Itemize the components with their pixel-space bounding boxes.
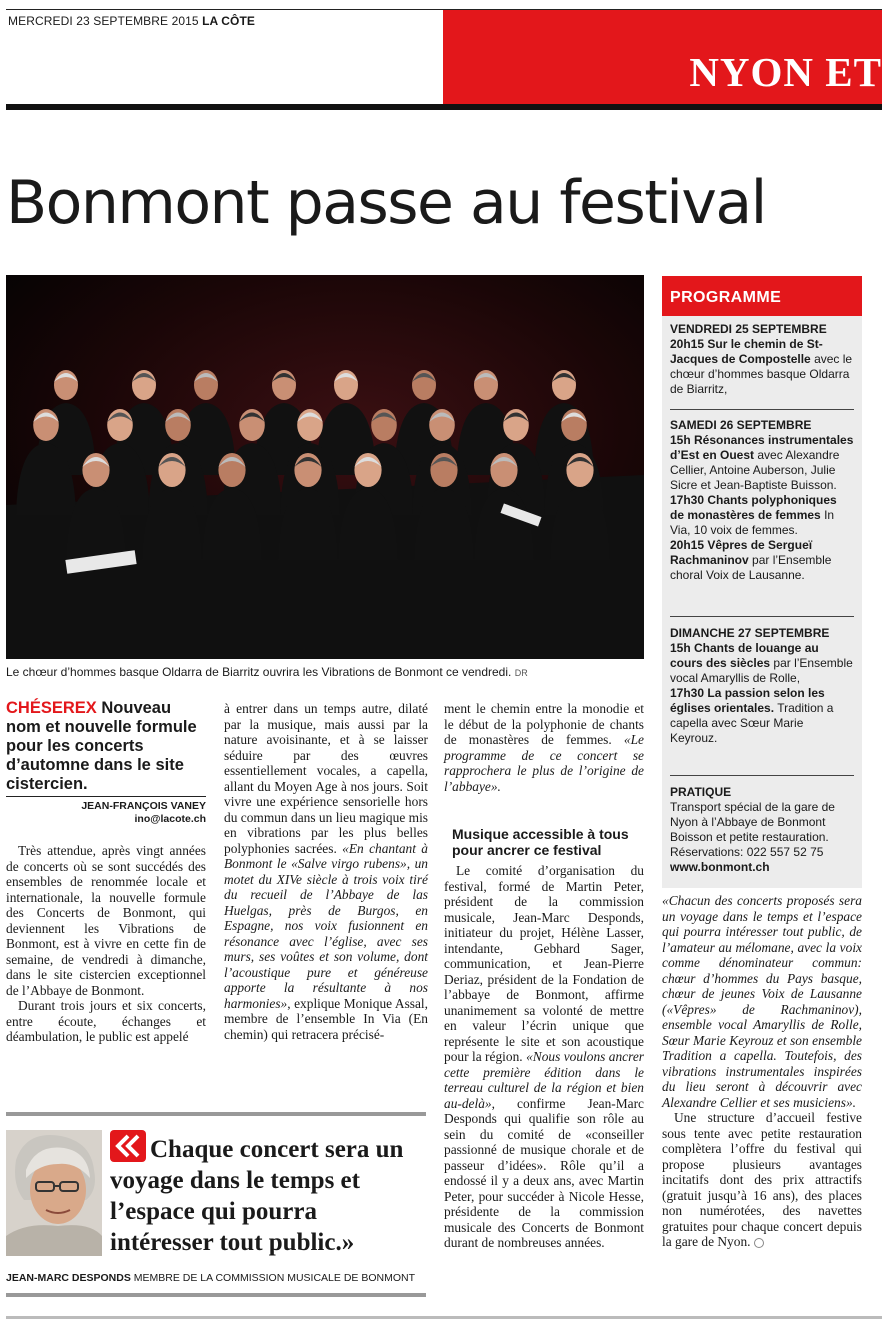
pull-quote-text: Chaque concert sera un voyage dans le temps et l’espace qui pourra intéresser tout public.» [110,1136,404,1256]
issue-date: MERCREDI 23 SEPTEMBRE 2015 [8,14,199,28]
paragraph-text: ment le chemin entre la monodie et le début de la polyphonie de chants de monastères de femmes. [444,701,644,747]
programme-day: SAMEDI 26 SEPTEMBRE [670,418,812,432]
quote-author: JEAN-MARC DESPONDS [6,1272,131,1284]
subheading: Musique accessible à tous pour ancrer ce festival [452,826,629,858]
lead-kicker: CHÉSEREX [6,699,97,717]
programme-event [670,337,854,397]
page-bottom-rule [6,1316,882,1319]
programme-friday [670,322,854,397]
quote-top-rule [6,1112,426,1116]
article-title: Bonmont passe au festival [6,168,766,238]
quote-text: «En chantant à Bonmont le «Salve virgo rubens», un motet du XIVe siècle à trois voix tiré du recueil de l’Abbaye de las Huelgas, près de Burgos, en Espagne, nos voix fusionnent en résonance avec l’église, avec ses murs, ses voûtes et son volume, dont l’acoustique pure et généreuse apporte la résultante à nos harmonies» [224,840,428,1011]
event-details: Tradition a capella avec Sœur Marie Keyrouz. [670,701,834,745]
body-column-3 [444,701,644,794]
programme-divider [670,616,854,617]
quote-bottom-rule [6,1293,426,1297]
programme-event [670,433,854,493]
quote-text: «Chacun des concerts proposés sera un voyage dans le temps et l’espace qui pourra intéresser tout public, de l’amateur au mélomane, avec la voix comme dénominateur commun: chœur d’hommes du Pays basque, chœur de jeunes Voix de Lausanne («Vêpres» de Rachmaninov), ensemble vocal Amaryllis de Rolle, Sœur Marie Keyrouz et son ensemble Tradition a capella. Toutefois, des vibrations instrumentales inspirées du lieu seront à découvrir avec Alexandre Cellier et ses musiciens». [662,893,862,1110]
practical-text: Transport spécial de la gare de Nyon à l’Abbaye de Bonmont Boisson et petite restauration. [670,800,835,844]
reservation-phone: Réservations: 022 557 52 75 [670,845,824,859]
quote-text: «Nous voulons ancrer cette première édition dans le terreau culturel de la région et bien au-delà» [444,1049,644,1111]
header-bottom-rule [6,104,882,110]
programme-practical [670,785,854,875]
practical-title: PRATIQUE [670,785,732,799]
paragraph-text: Le comité d’organisation du festival, formé de Martin Peter, président de la commission musicale, Jean-Marc Desponds, initiateur du projet, Hélène Lasser, intendante, Gebhard Sager, communication, et Jean-Pierre Deriaz, président de la Fondation de l’abbaye de Bonmont, affirme unanimement sa volonté de mettre en valeur l’écrin unique que représente le site et son acoustique pour la région. [444,863,644,1064]
end-mark-icon [754,1238,764,1248]
paragraph [444,701,644,794]
programme-saturday [670,418,854,583]
event-title: 20h15 Vêpres de Sergueï Rachmaninov [670,538,813,567]
paragraph [444,863,644,1251]
programme-event [670,686,854,746]
paragraph-text: à entrer dans un temps autre, dilaté par la musique, mais aussi par la nature avoisinante, et à se laisser séduire par des œuvres essentiellement vocales, a capella, allant du Moyen Age à nos jours. Soit vivre une expérience sensorielle hors du commun dans un lieu magique mis en vibrations par les plus belles polyphonies sacrées. [224,701,428,856]
event-title: 20h15 Sur le chemin de St-Jacques de Compostelle [670,337,823,366]
author-block [6,800,206,826]
event-details: avec le chœur d’hommes basque Oldarra de Biarritz, [670,352,853,396]
event-title: 17h30 Chants polyphoniques de monastères de femmes [670,493,837,522]
caption-text: Le chœur d’hommes basque Oldarra de Biarritz ouvrira les Vibrations de Bonmont ce vendredi. [6,665,512,679]
event-details: par l’Ensemble vocal Amaryllis de Rolle, [670,656,853,685]
programme-title: PROGRAMME [670,289,782,306]
article-lead [6,699,206,794]
author-rule [6,796,206,797]
quote-text: «Le programme de ce concert se rapprochera le plus de l’origine de l’abbaye». [444,732,644,794]
programme-day: VENDREDI 25 SEPTEMBRE [670,322,827,336]
paragraph-text: , explique Monique Assal, membre de l’ensemble In Via (En chemin) qui retracera précisé- [224,995,428,1042]
paragraph-text: Une structure d’accueil festive sous tente avec petite restauration complètera l’offre du festival qui propose plusieurs avantages incitatifs dont des prix attractifs (gratuit jusqu’à 16 ans), des places non numérotées, des navettes gratuites pour chaque concert depuis la gare de Nyon. [662,1110,862,1249]
body-column-1 [6,843,206,1045]
body-column-3-continued [444,863,644,1251]
paragraph: Très attendue, après vingt années de concerts où se sont succédés des ensembles de renommée locale et internationale, la nouvelle formule des Concerts de Bonmont, qui deviennent les Vibrations de Bonmont, est à vivre en cette fin de semaine, de vendredi à dimanche, dans le site cistercien exceptionnel de l’Abbaye de Bonmont. [6,843,206,998]
paragraph-text: , confirme Jean-Marc Desponds qui qualifie son rôle au sein du comité de «conseiller passionné de musique chorale et de passeur d’idées». Rôle qu’il a endossé il y a deux ans, avec Martin Peter, pour succéder à Nicole Hesse, présidente de la commission musicale des Concerts de Bonmont durant de nombreuses années. [444,1095,644,1250]
programme-sunday [670,626,854,746]
event-details: avec Alexandre Cellier, Antoine Auberson, Julie Sicre et Jean-Baptiste Buisson. [670,448,840,492]
body-column-2 [224,701,428,1042]
body-column-4 [662,893,862,1250]
programme-day: DIMANCHE 27 SEPTEMBRE [670,626,830,640]
paragraph: Durant trois jours et six concerts, entre écoute, échanges et déambulation, le public est appelé [6,998,206,1044]
programme-divider [670,409,854,410]
event-title: 15h Résonances instrumentales d’Est en Ouest [670,433,854,462]
programme-event [670,641,854,686]
author-name: JEAN-FRANÇOIS VANEY [81,800,206,812]
programme-header [662,276,862,316]
programme-event [670,493,854,538]
event-title: 17h30 La passion selon les églises orientales. [670,686,825,715]
paragraph [224,701,428,1042]
choir-photo-image [6,275,644,659]
quote-author-role: MEMBRE DE LA COMMISSION MUSICALE DE BONMONT [133,1272,415,1284]
programme-divider [670,775,854,776]
event-details: par l’Ensemble choral Voix de Lausanne. [670,553,832,582]
website-link[interactable]: www.bonmont.ch [670,860,770,874]
choir-photo [6,275,644,659]
event-title: 15h Chants de louange au cours des siècles [670,641,819,670]
section-banner [443,10,882,104]
event-details: In Via, 10 voix de femmes. [670,508,835,537]
section-title: NYON ET [689,49,882,95]
photo-credit: DR [514,668,528,678]
programme-event [670,538,854,583]
paragraph [662,1110,862,1250]
photo-caption [6,665,528,679]
portrait-photo [6,1130,102,1256]
pull-quote-attribution [6,1272,415,1284]
portrait-image [6,1130,102,1256]
lead-text: Nouveau nom et nouvelle formule pour les concerts d’automne dans le site cistercien. [6,699,197,793]
paragraph [662,893,862,1110]
dateline [8,14,255,28]
newspaper-name: LA CÔTE [202,14,256,28]
author-email[interactable]: ino@lacote.ch [134,813,206,825]
